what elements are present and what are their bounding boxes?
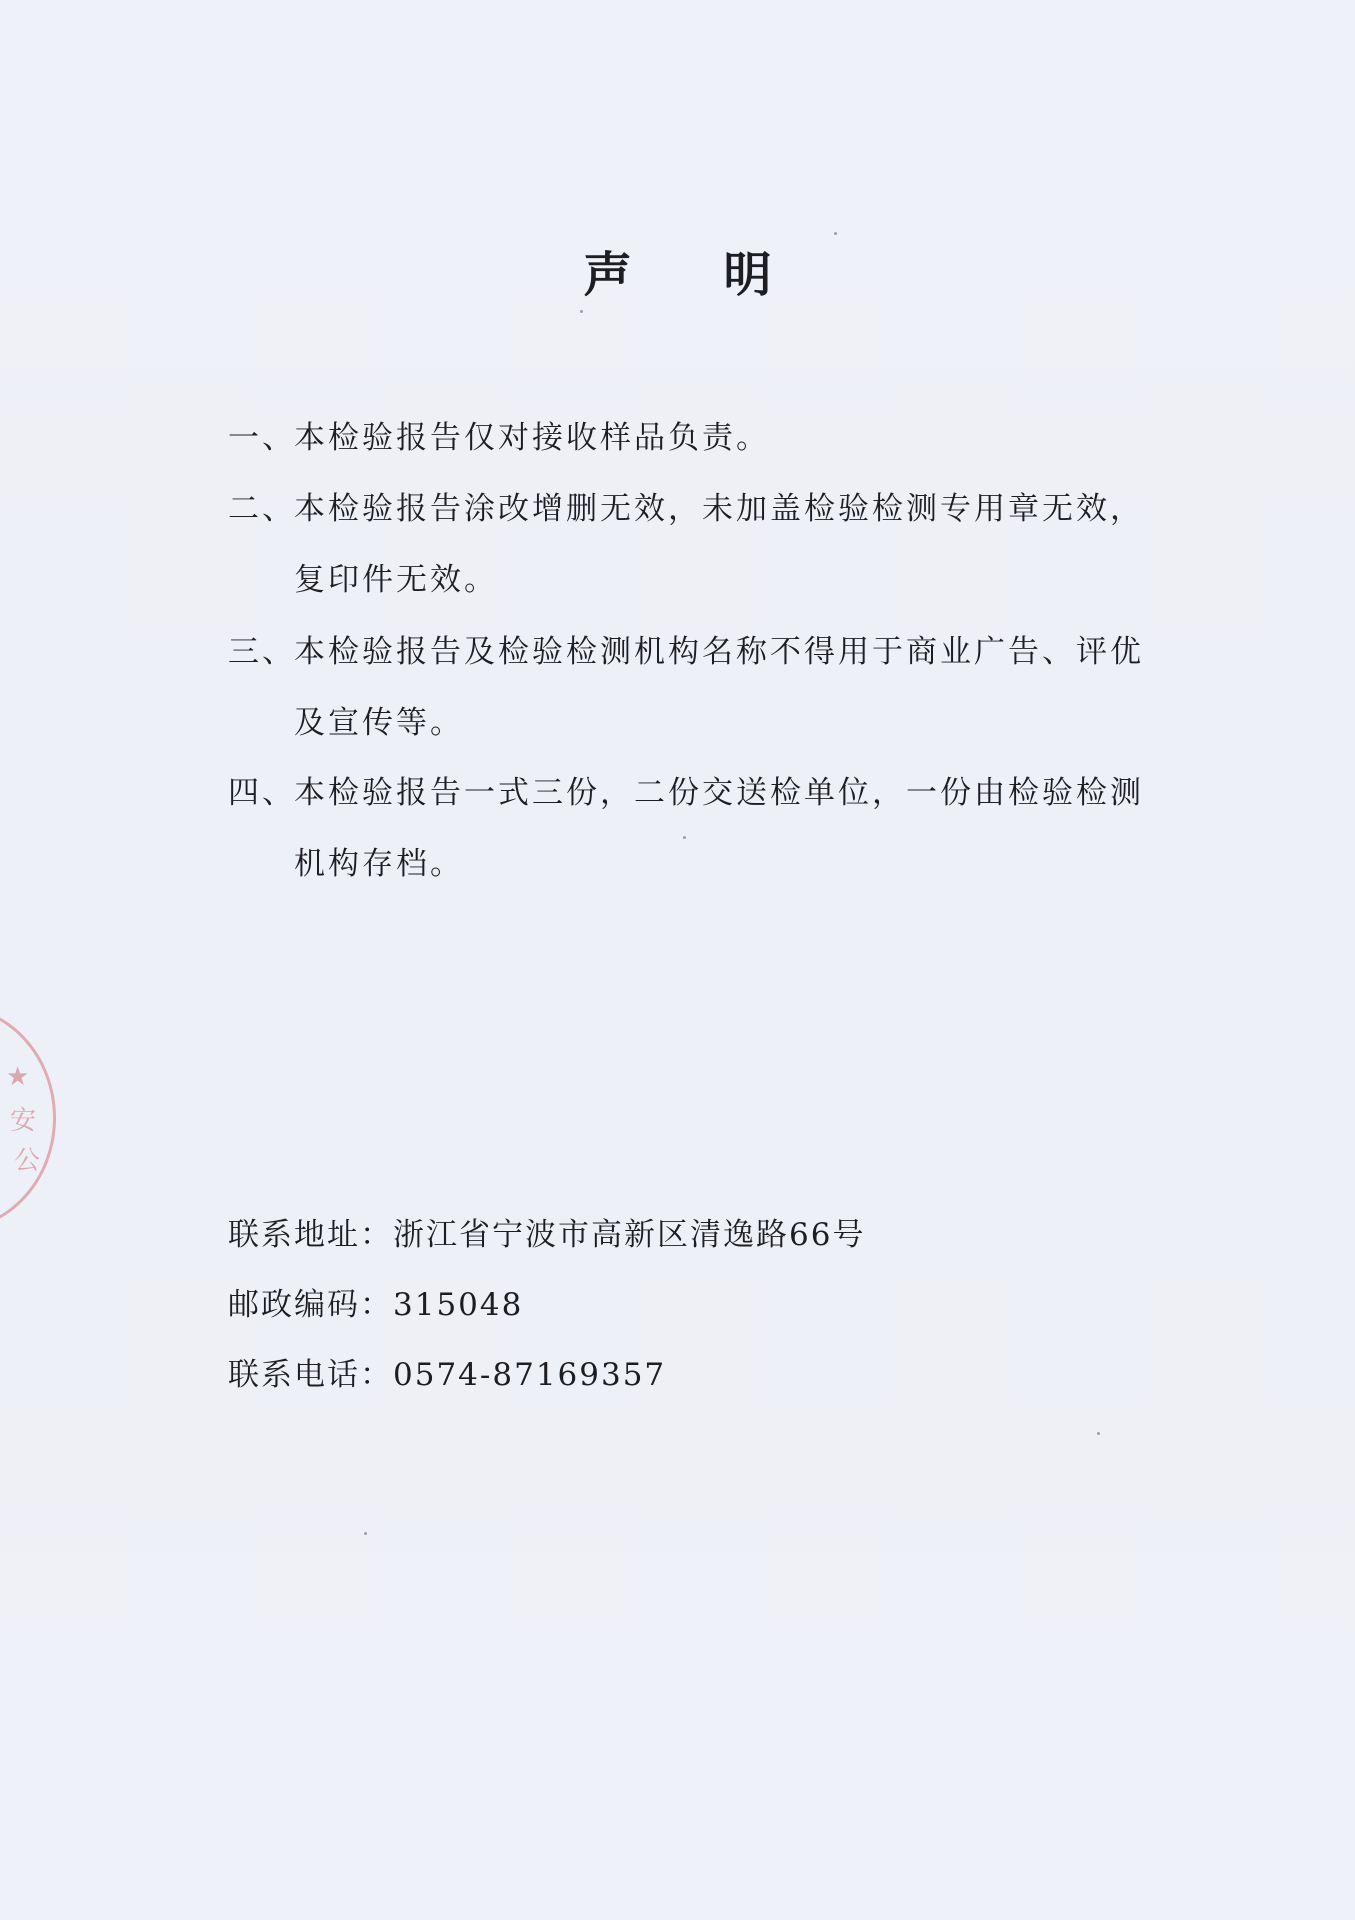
address-label: 联系地址： <box>228 1217 393 1253</box>
clause-4 <box>228 758 1148 900</box>
contact-zip <box>228 1270 523 1340</box>
clause-text: 本检验报告仅对接收样品负责。 <box>294 420 770 456</box>
scan-speck <box>1097 1432 1100 1435</box>
contact-phone <box>228 1340 666 1410</box>
seal-fragment: ★ <box>6 1062 30 1092</box>
title-char-1: 声 <box>583 247 632 303</box>
seal-fragment: 安 <box>10 1106 37 1136</box>
phone-value: 0574-87169357 <box>393 1357 667 1393</box>
clause-number: 三、 <box>228 634 296 670</box>
scan-speck <box>364 1532 367 1535</box>
clause-3 <box>228 617 1148 759</box>
clause-text: 本检验报告涂改增删无效，未加盖检验检测专用章无效，复印件无效。 <box>294 491 1144 598</box>
clause-number: 二、 <box>228 491 296 527</box>
zip-label: 邮政编码： <box>228 1287 393 1323</box>
scan-speck <box>834 232 837 235</box>
clause-2 <box>228 474 1148 616</box>
scan-speck <box>580 310 583 313</box>
title-char-2: 明 <box>723 247 772 303</box>
clause-1 <box>228 403 1148 474</box>
contact-address <box>228 1200 865 1270</box>
seal-fragment: 公 <box>14 1146 41 1176</box>
clause-number: 一、 <box>228 420 296 456</box>
clause-number: 四、 <box>228 775 296 811</box>
clause-text: 本检验报告及检验检测机构名称不得用于商业广告、评优及宣传等。 <box>294 634 1144 741</box>
zip-value: 315048 <box>393 1287 524 1323</box>
page-title <box>0 240 1355 310</box>
address-value: 浙江省宁波市高新区清逸路66号 <box>393 1217 866 1253</box>
clause-text: 本检验报告一式三份，二份交送检单位，一份由检验检测机构存档。 <box>294 775 1144 882</box>
phone-label: 联系电话： <box>228 1357 393 1393</box>
